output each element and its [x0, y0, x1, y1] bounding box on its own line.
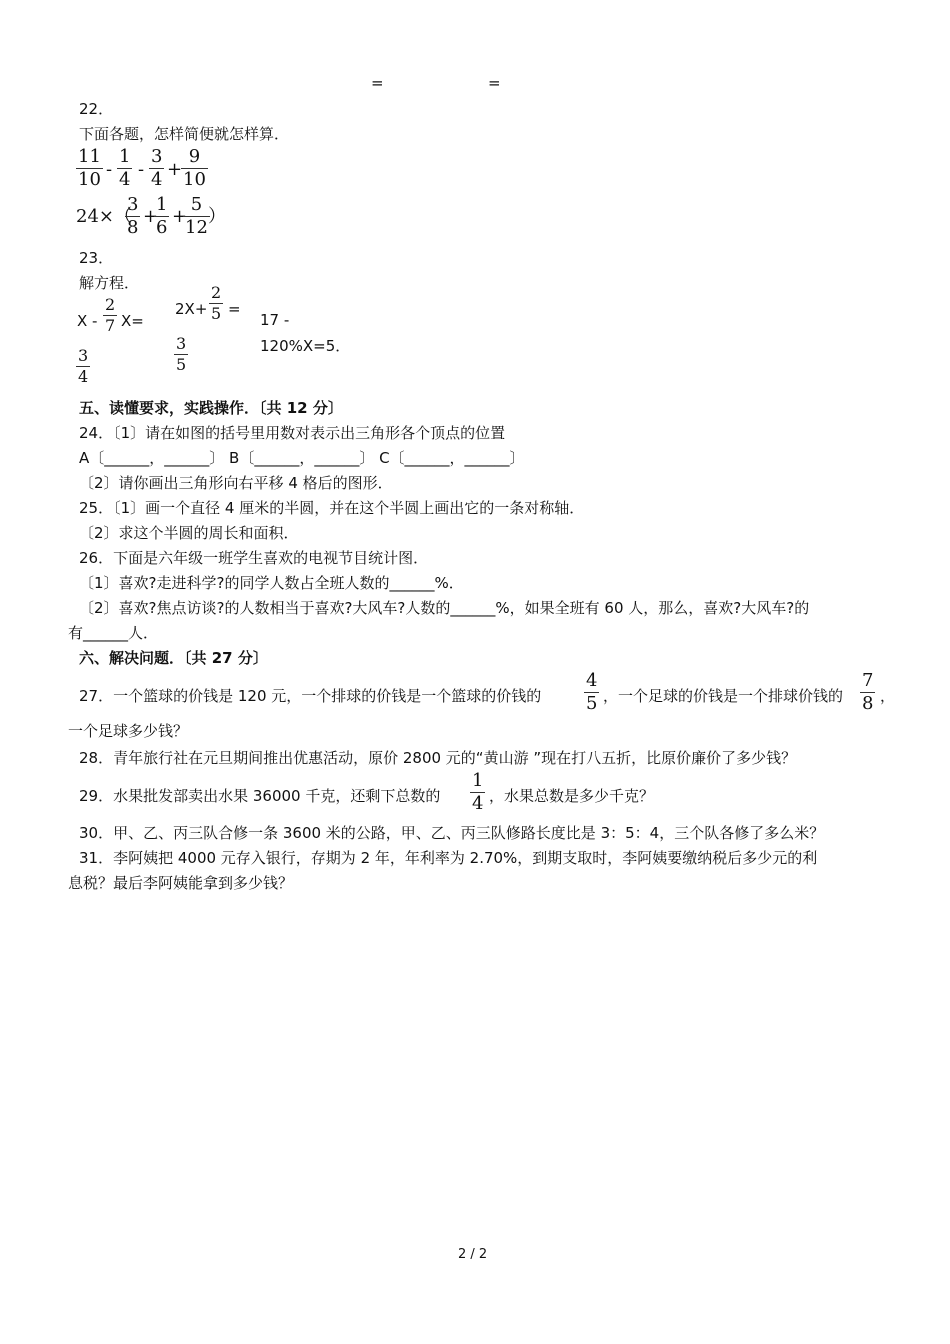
fraction: 9 10 [183, 146, 206, 190]
page-number: 2 / 2 [458, 1247, 488, 1262]
q25-part-2: 〔2〕求这个半圆的周长和面积． [79, 524, 299, 542]
q22-number: 22． [79, 100, 114, 118]
eq-line-1: 17 - [260, 311, 290, 329]
q26-part-2: 〔2〕喜欢?焦点访谈?的人数相当于喜欢?大风车?人数的______%，如果全班有 60 人，那么，喜欢?大风车?的 [79, 599, 810, 617]
q29-text-b: ，水果总数是多少千克？ [489, 787, 655, 805]
q23-instruction: 解方程． [79, 274, 140, 292]
eq-left: 2X+ [175, 300, 208, 318]
top-equals-1: = [371, 74, 384, 92]
q26-part-1: 〔1〕喜欢?走进科学?的同学人数占全班人数的______%． [79, 574, 464, 592]
operator: + [172, 206, 188, 227]
fraction: 1 4 [472, 770, 484, 814]
q31-text-continued: 息税？最后李阿姨能拿到多少钱？ [68, 874, 294, 892]
section-6-title: 六、解决问题．〔共 27 分〕 [79, 649, 268, 667]
q26-part-2-continued: 有______人． [68, 624, 159, 642]
operator: - [106, 159, 113, 180]
fraction: 3 8 [127, 194, 139, 238]
eq-left: X - [77, 312, 98, 330]
fraction: 2 5 [211, 283, 222, 323]
fraction: 3 4 [151, 146, 163, 190]
q27-text-d: 一个足球多少钱？ [68, 722, 189, 740]
top-equals-2: = [488, 74, 501, 92]
eq-right: = [228, 300, 241, 318]
expression-close: ） [208, 206, 226, 227]
q26-text: 26．下面是六年级一班学生喜欢的电视节目统计图． [79, 549, 429, 567]
fraction: 1 6 [156, 194, 168, 238]
q31-text: 31．李阿姨把 4000 元存入银行，存期为 2 年，年利率为 2.70%，到期支取时，李阿姨要缴纳税后多少元的利 [79, 849, 818, 867]
section-5-title: 五、读懂要求，实践操作．〔共 12 分〕 [79, 399, 343, 417]
q30-text: 30．甲、乙、丙三队合修一条 3600 米的公路，甲、乙、丙三队修路长度比是 3：5：4，三个队各修了多么米？ [79, 824, 825, 842]
operator: + [167, 159, 183, 180]
eq-right: X= [121, 312, 144, 330]
fraction: 5 12 [185, 194, 208, 238]
expression-lead: 24×（ [76, 206, 132, 227]
fraction: 3 5 [176, 334, 187, 374]
operator: - [138, 159, 145, 180]
fraction: 11 10 [78, 146, 101, 190]
q28-text: 28．青年旅行社在元旦期间推出优惠活动，原价 2800 元的“黄山游 ”现在打八五折，比原价廉价了多少钱？ [79, 749, 797, 767]
q27-text-b: ，一个足球的价钱是一个排球价钱的 [603, 687, 844, 705]
q22-instruction: 下面各题，怎样简便就怎样算． [79, 125, 290, 143]
q24-coordinates: A〔______，______〕 B〔______，______〕 C〔______，______〕 [79, 449, 525, 467]
fraction: 7 8 [862, 670, 874, 714]
eq-line-2: 120%X=5． [260, 337, 351, 355]
fraction: 2 7 [105, 295, 116, 335]
operator: + [143, 206, 159, 227]
fraction: 4 5 [586, 670, 598, 714]
q24-text: 24．〔1〕请在如图的括号里用数对表示出三角形各个顶点的位置 [79, 424, 506, 442]
q24-part-2: 〔2〕请你画出三角形向右平移 4 格后的图形． [79, 474, 393, 492]
fraction: 1 4 [119, 146, 131, 190]
q29-text-a: 29．水果批发部卖出水果 36000 千克，还剩下总数的 [79, 787, 441, 805]
fraction: 3 4 [78, 346, 89, 386]
q27-text-a: 27．一个篮球的价钱是 120 元，一个排球的价钱是一个篮球的价钱的 [79, 687, 542, 705]
q23-number: 23． [79, 249, 114, 267]
q25-text: 25．〔1〕画一个直径 4 厘米的半圆，并在这个半圆上画出它的一条对称轴． [79, 499, 585, 517]
q27-text-c: ， [880, 687, 896, 705]
